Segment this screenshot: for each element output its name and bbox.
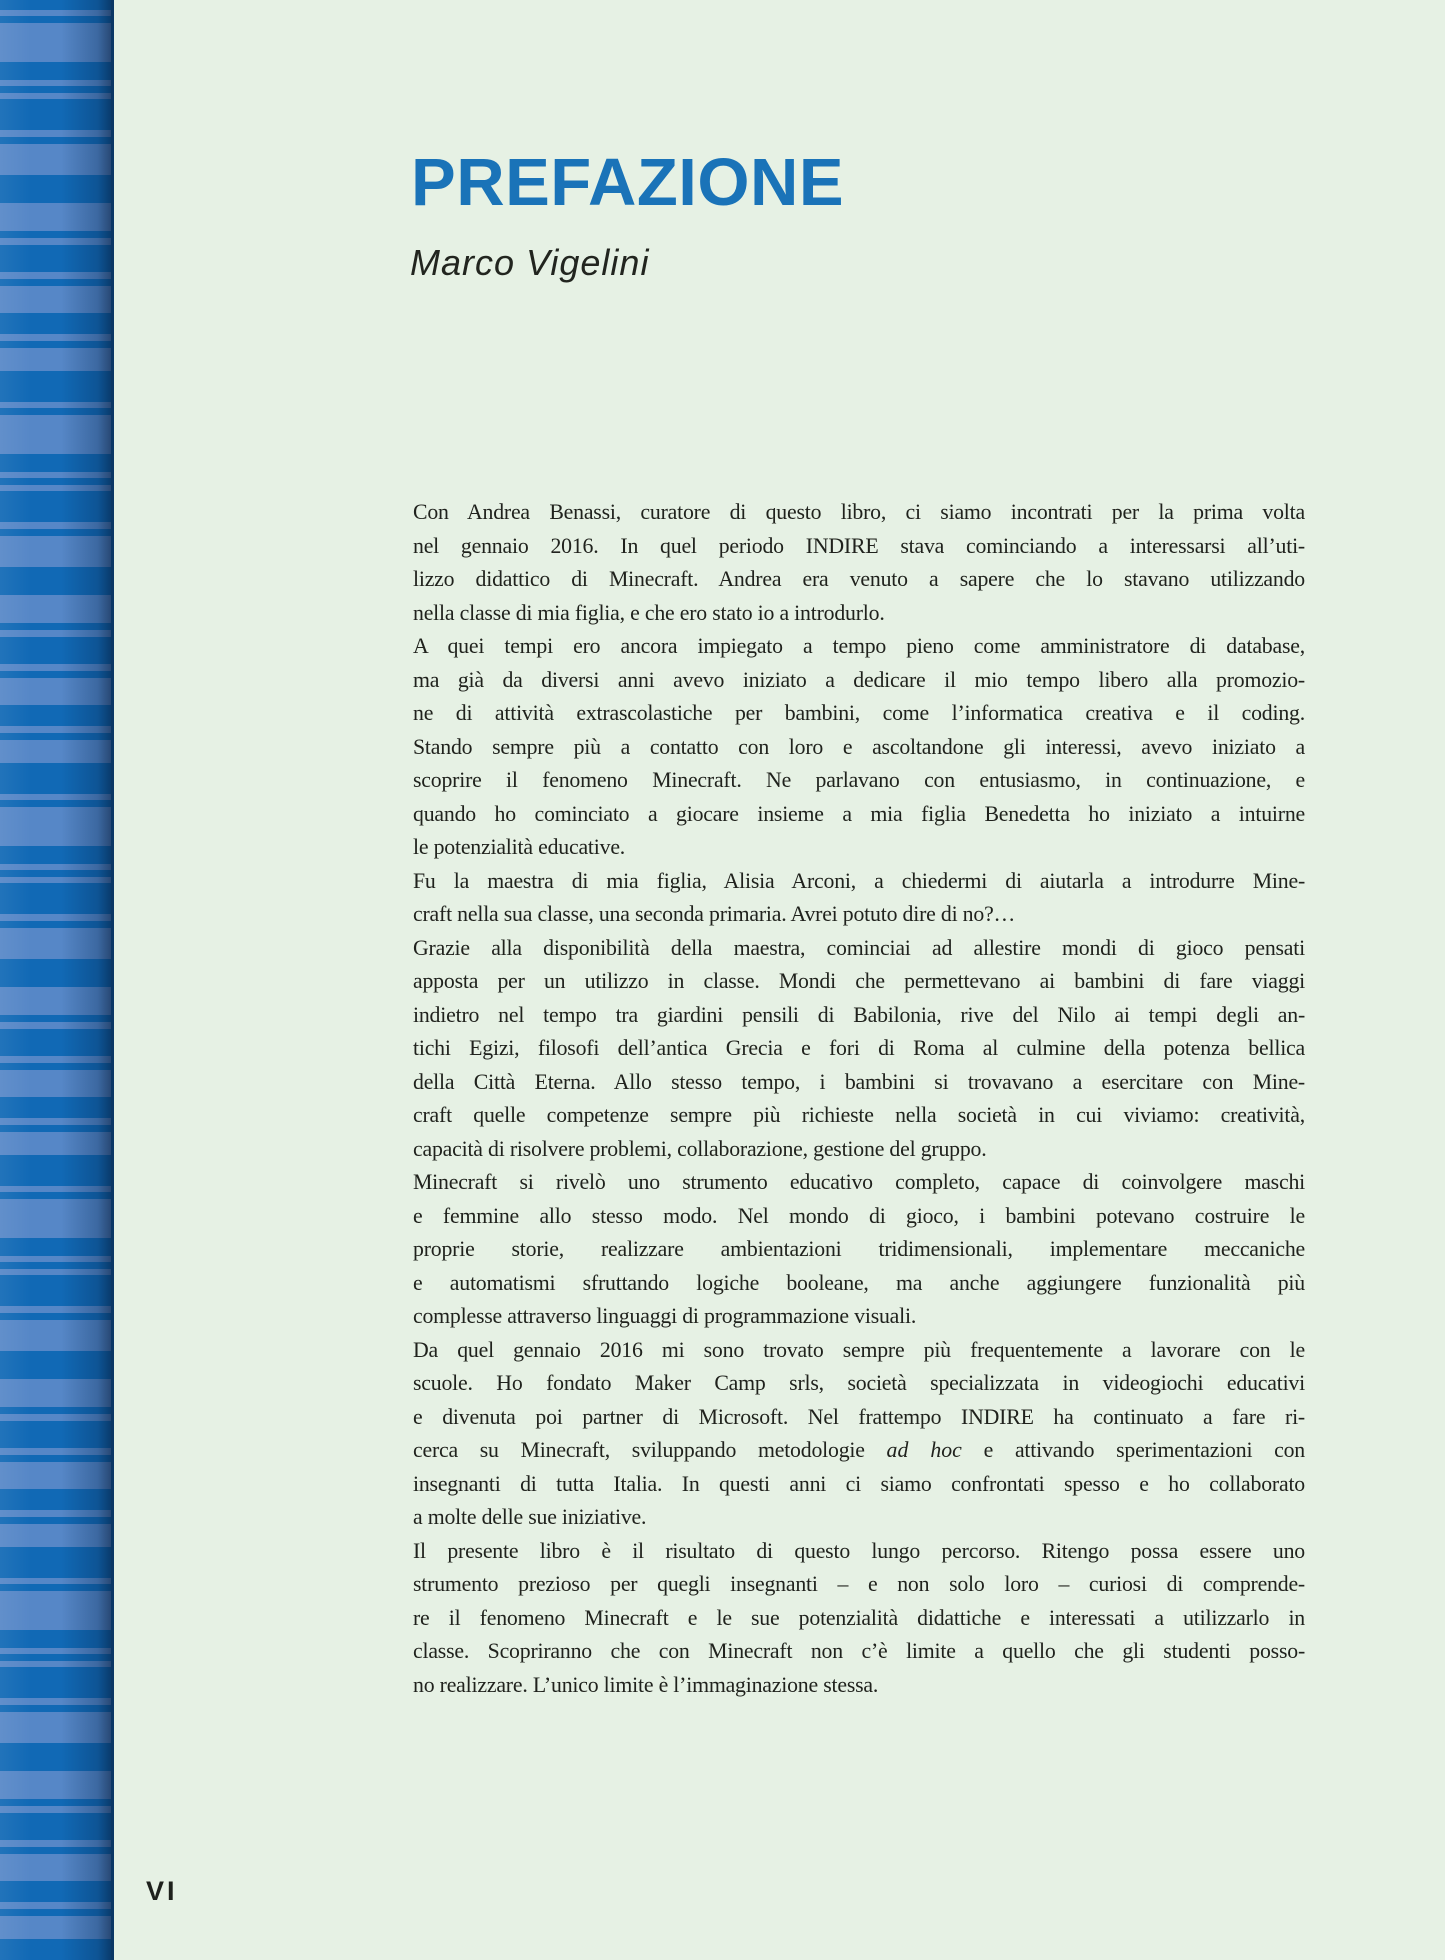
body-line: scoprire il fenomeno Minecraft. Ne parlavano con entusiasmo, in continuazione, e (413, 768, 1305, 792)
body-line: Stando sempre più a contatto con loro e ascoltandone gli interessi, avevo iniziato a (413, 734, 1305, 759)
body-line: della Città Eterna. Allo stesso tempo, i bambini si trovavano a esercitare con Mine- (413, 1069, 1305, 1094)
book-spine-stripes (0, 0, 114, 1960)
body-line: le potenzialità educative. (413, 835, 626, 859)
page-number: VI (146, 1876, 178, 1906)
body-line: Fu la maestra di mia figlia, Alisia Arconi, a chiedermi di aiutarla a introdurre Mine- (413, 868, 1305, 893)
body-line: classe. Scopriranno che con Minecraft non c’è limite a quello che gli studenti posso- (413, 1639, 1305, 1663)
body-line: scuole. Ho fondato Maker Camp srls, società specializzata in videogiochi educativi (413, 1371, 1305, 1395)
body-line: e femmine allo stesso modo. Nel mondo di gioco, i bambini potevano costruire le (413, 1203, 1305, 1228)
body-line: apposta per un utilizzo in classe. Mondi che permettevano ai bambini di fare viaggi (413, 969, 1305, 993)
body-line: craft quelle competenze sempre più richieste nella società in cui viviamo: creatività, (413, 1103, 1305, 1127)
body-line: strumento prezioso per quegli insegnanti – e non solo loro – curiosi di comprende- (413, 1572, 1305, 1596)
body-line: a molte delle sue iniziative. (413, 1505, 647, 1529)
body-line: A quei tempi ero ancora impiegato a tempo pieno come amministratore di database, (413, 634, 1305, 658)
body-line: Il presente libro è il risultato di questo lungo percorso. Ritengo possa essere uno (413, 1538, 1305, 1563)
emphasis-text: ad hoc (886, 1438, 962, 1462)
body-line: Da quel gennaio 2016 mi sono trovato sempre più frequentemente a lavorare con le (413, 1337, 1305, 1362)
body-line: Minecraft si rivelò uno strumento educativo completo, capace di coinvolgere maschi (413, 1170, 1305, 1194)
body-line: tichi Egizi, filosofi dell’antica Grecia e fori di Roma al culmine della potenza bellica (413, 1036, 1305, 1060)
page-title: PREFAZIONE (411, 145, 845, 220)
body-line: cerca su Minecraft, sviluppando metodologie ad hoc e attivando sperimentazioni con (413, 1438, 1305, 1462)
body-line: indietro nel tempo tra giardini pensili di Babilonia, rive del Nilo ai tempi degli an- (413, 1002, 1305, 1027)
body-line: quando ho cominciato a giocare insieme a mia figlia Benedetta ho iniziato a intuirne (413, 801, 1305, 826)
body-line: complesse attraverso linguaggi di programmazione visuali. (413, 1304, 917, 1328)
body-line: Grazie alla disponibilità della maestra, cominciai ad allestire mondi di gioco pensati (413, 935, 1305, 960)
body-line: nella classe di mia figlia, e che ero stato io a introdurlo. (413, 600, 885, 625)
body-line: craft nella sua classe, una seconda primaria. Avrei potuto dire di no?… (413, 902, 1016, 926)
body-line: re il fenomeno Minecraft e le sue potenzialità didattiche e interessati a utilizzarlo in (413, 1605, 1305, 1630)
body-line: insegnanti di tutta Italia. In questi anni ci siamo confrontati spesso e ho collaborato (413, 1471, 1305, 1496)
body-line: e automatismi sfruttando logiche booleane, ma anche aggiungere funzionalità più (413, 1270, 1305, 1295)
body-line: capacità di risolvere problemi, collaborazione, gestione del gruppo. (413, 1136, 987, 1161)
body-line: e divenuta poi partner di Microsoft. Nel frattempo INDIRE ha continuato a fare ri- (413, 1404, 1305, 1429)
body-line: proprie storie, realizzare ambientazioni tridimensionali, implementare meccaniche (413, 1237, 1305, 1261)
body-line: nel gennaio 2016. In quel periodo INDIRE stava cominciando a interessarsi all’uti- (413, 533, 1305, 558)
body-line: Con Andrea Benassi, curatore di questo libro, ci siamo incontrati per la prima volta (413, 500, 1305, 524)
body-line: no realizzare. L’unico limite è l’immaginazione stessa. (413, 1672, 879, 1697)
body-line: ma già da diversi anni avevo iniziato a dedicare il mio tempo libero alla promozio- (413, 667, 1305, 692)
author-name: Marco Vigelini (410, 242, 650, 283)
body-line: lizzo didattico di Minecraft. Andrea era venuto a sapere che lo stavano utilizzando (413, 567, 1305, 591)
body-text (413, 496, 1305, 1702)
body-line: ne di attività extrascolastiche per bambini, come l’informatica creativa e il coding. (413, 701, 1305, 725)
